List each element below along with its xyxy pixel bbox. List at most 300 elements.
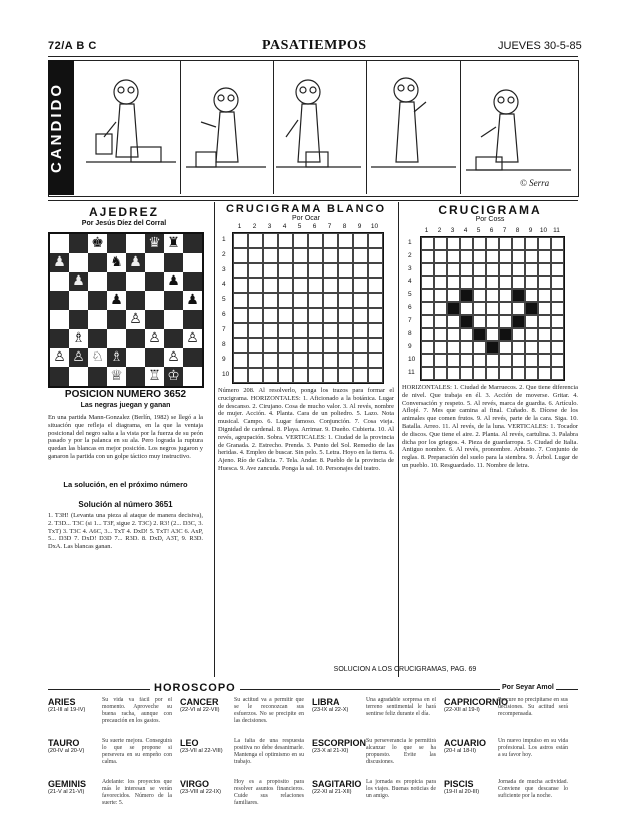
crossword-cell[interactable] <box>421 250 434 263</box>
chess-square <box>164 291 183 310</box>
crossword-cell[interactable] <box>525 289 538 302</box>
crossword-cell[interactable] <box>323 278 338 293</box>
sign-text: La jornada es propicia para los viajes. Buenas noticias de un amigo. <box>366 779 436 799</box>
crossword-cell[interactable] <box>538 328 551 341</box>
crossword-cell[interactable] <box>460 302 473 315</box>
crossword-cell[interactable] <box>486 354 499 367</box>
crossword-cell[interactable] <box>263 338 278 353</box>
sign-name: CAPRICORNIO <box>444 697 509 707</box>
crossword-cell[interactable] <box>460 315 473 328</box>
crossword-cell[interactable] <box>421 367 434 380</box>
crossword-cell[interactable] <box>233 278 248 293</box>
crossword-cell[interactable] <box>368 248 383 263</box>
crossword-cell[interactable] <box>551 328 564 341</box>
crossword-cell[interactable] <box>248 323 263 338</box>
crossword-cell[interactable] <box>248 308 263 323</box>
crossword-cell[interactable] <box>486 302 499 315</box>
crossword-cell[interactable] <box>525 250 538 263</box>
blanco-title: CRUCIGRAMA BLANCO <box>225 203 387 215</box>
horoscope-sign <box>180 779 306 818</box>
horoscope-sign <box>48 738 174 777</box>
crossword-cell[interactable] <box>434 341 447 354</box>
chess-square <box>107 310 126 329</box>
crossword-cell[interactable] <box>338 233 353 248</box>
crossword-cell[interactable] <box>293 338 308 353</box>
sign-name: SAGITARIO <box>312 779 362 789</box>
crossword-cell[interactable] <box>499 341 512 354</box>
crossword-cell[interactable] <box>263 353 278 368</box>
crossword-cell[interactable] <box>434 289 447 302</box>
crossword-cell[interactable] <box>248 368 263 383</box>
crossword-cell[interactable] <box>551 367 564 380</box>
crossword-cell[interactable] <box>486 289 499 302</box>
crossword-cell[interactable] <box>353 323 368 338</box>
chess-square <box>50 234 69 253</box>
crossword-cell[interactable] <box>512 315 525 328</box>
crossword-cell[interactable] <box>233 368 248 383</box>
horoscope-title: HOROSCOPO <box>150 682 240 694</box>
crossword-cell[interactable] <box>551 315 564 328</box>
crossword-cell[interactable] <box>263 233 278 248</box>
crossword-cell[interactable] <box>447 367 460 380</box>
crossword-cell[interactable] <box>368 263 383 278</box>
crossword-cell[interactable] <box>512 367 525 380</box>
crossword-cell[interactable] <box>233 323 248 338</box>
crossword-cell[interactable] <box>447 302 460 315</box>
grid-number: 5 <box>222 296 226 303</box>
crossword-cell[interactable] <box>278 368 293 383</box>
chess-square <box>183 234 202 253</box>
crossword-cell[interactable] <box>233 308 248 323</box>
crossword-cell[interactable] <box>323 368 338 383</box>
crossword-cell[interactable] <box>323 248 338 263</box>
grid-number: 5 <box>476 227 481 234</box>
crossword-cell[interactable] <box>434 250 447 263</box>
chess-square <box>164 253 183 272</box>
crossword-cell[interactable] <box>293 323 308 338</box>
crossword-cell[interactable] <box>293 293 308 308</box>
crossword-grid[interactable] <box>420 236 565 381</box>
crossword-cell[interactable] <box>538 302 551 315</box>
issue-date: JUEVES 30-5-85 <box>498 40 582 52</box>
crossword-cell[interactable] <box>338 293 353 308</box>
grid-number: 1 <box>237 223 242 230</box>
crossword-cell[interactable] <box>486 315 499 328</box>
sign-text: Su actitud va a permitir que se le reconozcan sus esfuerzos. No se precipite en las decisiones. <box>234 697 304 724</box>
crossword-cell[interactable] <box>248 338 263 353</box>
crossword-cell[interactable] <box>323 263 338 278</box>
crossword-cell[interactable] <box>263 278 278 293</box>
crossword-cell[interactable] <box>473 237 486 250</box>
crossword-cell[interactable] <box>323 293 338 308</box>
crossword-cell[interactable] <box>460 328 473 341</box>
crossword-cell[interactable] <box>447 263 460 276</box>
crossword-cell[interactable] <box>473 250 486 263</box>
sign-name: ARIES <box>48 697 76 707</box>
chess-square: ♟ <box>107 291 126 310</box>
blanco-crossword-grid[interactable] <box>232 232 384 384</box>
crossword-cell[interactable] <box>512 328 525 341</box>
crossword-cell[interactable] <box>486 328 499 341</box>
crossword-cell[interactable] <box>473 289 486 302</box>
crossword-cell[interactable] <box>525 263 538 276</box>
crossword-cell[interactable] <box>447 289 460 302</box>
crossword-cell[interactable] <box>486 341 499 354</box>
crossword-cell[interactable] <box>293 308 308 323</box>
crossword-cell[interactable] <box>525 237 538 250</box>
crossword-clues: HORIZONTALES: 1. Ciudad de Marruecos. 2. Que tiene diferencia de nivel. Que trabaja en él. 3. Acción de moverse. Gritar. 4. Conversación y respeto. 5. Al revés, marca de guardia. 6. Artículo. Aflojé. 7. Mes que camina al final. Cuñado. 8. Dícese de los animales que comen frutos. 9. Al revés, parte de la cara. Siga. 10. Batalla. Arreo. 11. Al revés, de la luna. VERTICALES: 1. Tocador de discos. Que tiene el aire. 2. Planta. Al revés, cartulina. 3. Palabra dicha por los griegos. 4. Pieza de guardarropa. 5. Ciudad de Italia. Antiguo nombre. 6. Al revés, pronombre. Arbusto. 7. Conjunto de reglas. 8. Preparación del suelo para la siembra. 9. Árbol. Lugar de un pueblo. 10. Resguardado. 11. Nombre de letra. <box>402 384 578 469</box>
crossword-cell[interactable] <box>512 302 525 315</box>
crossword-cell[interactable] <box>278 233 293 248</box>
crossword-cell[interactable] <box>460 289 473 302</box>
chess-square <box>145 310 164 329</box>
crossword-cell[interactable] <box>368 293 383 308</box>
crossword-cell[interactable] <box>278 353 293 368</box>
chess-prev-solution-title: Solución al número 3651 <box>78 500 173 509</box>
crossword-cell[interactable] <box>353 368 368 383</box>
crossword-cell[interactable] <box>499 354 512 367</box>
chess-square: ♗ <box>107 348 126 367</box>
sign-text: Jornada de mucha actividad. Conviene que descanse lo suficiente por la noche. <box>498 779 568 799</box>
crossword-cell[interactable] <box>308 368 323 383</box>
crossword-cell[interactable] <box>338 368 353 383</box>
crossword-cell[interactable] <box>551 250 564 263</box>
chess-square <box>50 272 69 291</box>
crossword-cell[interactable] <box>308 278 323 293</box>
crossword-cell[interactable] <box>278 338 293 353</box>
chess-square <box>107 272 126 291</box>
sign-dates: (21-III al 19-IV) <box>48 707 86 713</box>
crossword-cell[interactable] <box>512 341 525 354</box>
crossword-cell[interactable] <box>278 278 293 293</box>
crossword-cell[interactable] <box>308 308 323 323</box>
crossword-cell[interactable] <box>473 276 486 289</box>
crossword-cell[interactable] <box>263 368 278 383</box>
crossword-cell[interactable] <box>538 289 551 302</box>
crossword-cell[interactable] <box>323 233 338 248</box>
chess-square <box>126 291 145 310</box>
crossword-cell[interactable] <box>499 237 512 250</box>
crossword-cell[interactable] <box>538 250 551 263</box>
crossword-cell[interactable] <box>338 248 353 263</box>
crossword-cell[interactable] <box>538 276 551 289</box>
crossword-cell[interactable] <box>434 367 447 380</box>
crossword-cell[interactable] <box>233 233 248 248</box>
crossword-cell[interactable] <box>248 293 263 308</box>
crossword-cell[interactable] <box>233 338 248 353</box>
crossword-cell[interactable] <box>460 250 473 263</box>
crossword-cell[interactable] <box>512 237 525 250</box>
crossword-cell[interactable] <box>525 354 538 367</box>
chess-square <box>126 272 145 291</box>
grid-number: 9 <box>528 227 533 234</box>
crossword-cell[interactable] <box>338 278 353 293</box>
crossword-cell[interactable] <box>538 367 551 380</box>
horoscope-sign <box>444 738 570 777</box>
sign-name: CANCER <box>180 697 219 707</box>
chess-square: ♙ <box>183 329 202 348</box>
crossword-cell[interactable] <box>434 263 447 276</box>
crossword-cell[interactable] <box>460 354 473 367</box>
crossword-cell[interactable] <box>447 341 460 354</box>
horoscope-sign <box>312 779 438 818</box>
crossword-cell[interactable] <box>499 315 512 328</box>
crossword-cell[interactable] <box>323 323 338 338</box>
crossword-cell[interactable] <box>293 368 308 383</box>
crossword-cell[interactable] <box>538 354 551 367</box>
crossword-cell[interactable] <box>368 233 383 248</box>
crossword-cell[interactable] <box>353 278 368 293</box>
blanco-author: Por Ocar <box>291 215 320 222</box>
crossword-cell[interactable] <box>551 276 564 289</box>
crossword-cell[interactable] <box>434 354 447 367</box>
crossword-cell[interactable] <box>499 302 512 315</box>
grid-number: 8 <box>342 223 347 230</box>
crossword-cell[interactable] <box>278 323 293 338</box>
crossword-cell[interactable] <box>323 308 338 323</box>
crossword-cell[interactable] <box>525 367 538 380</box>
comic-signature: © Serra <box>520 178 550 188</box>
crossword-cell[interactable] <box>434 315 447 328</box>
crossword-cell[interactable] <box>460 276 473 289</box>
crossword-cell[interactable] <box>293 233 308 248</box>
crossword-cell[interactable] <box>538 237 551 250</box>
crossword-cell[interactable] <box>434 302 447 315</box>
crossword-cell[interactable] <box>368 278 383 293</box>
crossword-cell[interactable] <box>525 302 538 315</box>
crossword-cell[interactable] <box>248 263 263 278</box>
sign-dates: (23-VII al 22-VIII) <box>180 748 223 754</box>
crossword-cell[interactable] <box>473 315 486 328</box>
crossword-cell[interactable] <box>499 263 512 276</box>
crossword-cell[interactable] <box>434 328 447 341</box>
crossword-cell[interactable] <box>263 293 278 308</box>
crossword-cell[interactable] <box>512 263 525 276</box>
horoscope-sign <box>312 697 438 736</box>
crossword-cell[interactable] <box>293 263 308 278</box>
crossword-cell[interactable] <box>338 353 353 368</box>
crossword-cell[interactable] <box>499 276 512 289</box>
chess-square <box>183 310 202 329</box>
crossword-cell[interactable] <box>512 289 525 302</box>
chess-square <box>107 234 126 253</box>
crossword-cell[interactable] <box>447 315 460 328</box>
grid-number: 5 <box>408 291 412 298</box>
crossword-cell[interactable] <box>368 338 383 353</box>
crossword-cell[interactable] <box>421 328 434 341</box>
crossword-cell[interactable] <box>447 237 460 250</box>
grid-number: 6 <box>489 227 494 234</box>
grid-number: 4 <box>463 227 468 234</box>
chess-square <box>126 348 145 367</box>
crossword-cell[interactable] <box>293 278 308 293</box>
header-rule <box>48 56 578 57</box>
crossword-cell[interactable] <box>551 263 564 276</box>
crossword-cell[interactable] <box>512 250 525 263</box>
crossword-cell[interactable] <box>293 353 308 368</box>
crossword-cell[interactable] <box>499 250 512 263</box>
crossword-cell[interactable] <box>447 354 460 367</box>
chess-square: ♘ <box>88 348 107 367</box>
crossword-cell[interactable] <box>353 263 368 278</box>
crossword-cell[interactable] <box>308 353 323 368</box>
crossword-cell[interactable] <box>421 263 434 276</box>
comic-title: CANDIDO <box>48 60 74 195</box>
crossword-cell[interactable] <box>538 315 551 328</box>
crossword-cell[interactable] <box>338 308 353 323</box>
grid-number: 1 <box>408 239 412 246</box>
crossword-cell[interactable] <box>278 263 293 278</box>
crossword-cell[interactable] <box>233 353 248 368</box>
crossword-cell[interactable] <box>278 248 293 263</box>
crossword-cell[interactable] <box>434 237 447 250</box>
crossword-cell[interactable] <box>447 276 460 289</box>
sign-dates: (20-I al 18-II) <box>444 748 477 754</box>
crossword-cell[interactable] <box>353 308 368 323</box>
crossword-cell[interactable] <box>538 341 551 354</box>
chess-title: AJEDREZ <box>88 205 159 219</box>
chess-square <box>69 291 88 310</box>
crossword-cell[interactable] <box>538 263 551 276</box>
crossword-cell[interactable] <box>499 367 512 380</box>
crossword-cell[interactable] <box>473 302 486 315</box>
sign-name: ACUARIO <box>444 738 486 748</box>
crossword-cell[interactable] <box>447 328 460 341</box>
sign-name: VIRGO <box>180 779 210 789</box>
crossword-cell[interactable] <box>353 233 368 248</box>
crossword-cell[interactable] <box>421 315 434 328</box>
crossword-cell[interactable] <box>338 338 353 353</box>
crossword-cell[interactable] <box>233 293 248 308</box>
crossword-cell[interactable] <box>323 353 338 368</box>
horoscope-sign <box>48 697 174 736</box>
crossword-cell[interactable] <box>248 353 263 368</box>
crossword-cell[interactable] <box>368 308 383 323</box>
crossword-cell[interactable] <box>473 263 486 276</box>
crossword-cell[interactable] <box>248 248 263 263</box>
crossword-cell[interactable] <box>278 293 293 308</box>
crossword-cell[interactable] <box>486 263 499 276</box>
crossword-cell[interactable] <box>551 237 564 250</box>
crossword-cell[interactable] <box>460 341 473 354</box>
crossword-cell[interactable] <box>421 276 434 289</box>
chess-square: ♖ <box>145 367 164 386</box>
crossword-cell[interactable] <box>368 323 383 338</box>
crossword-cell[interactable] <box>248 278 263 293</box>
sign-dates: (23-VIII al 22-IX) <box>180 789 222 795</box>
crossword-cell[interactable] <box>278 308 293 323</box>
crossword-cell[interactable] <box>421 354 434 367</box>
chess-position-title: POSICION NUMERO 3652 <box>64 389 187 400</box>
crossword-cell[interactable] <box>499 328 512 341</box>
crossword-cell[interactable] <box>308 233 323 248</box>
crossword-cell[interactable] <box>525 328 538 341</box>
crossword-cell[interactable] <box>263 263 278 278</box>
crossword-cell[interactable] <box>308 323 323 338</box>
grid-number: 9 <box>357 223 362 230</box>
crossword-cell[interactable] <box>486 367 499 380</box>
chess-square <box>145 348 164 367</box>
crossword-cell[interactable] <box>353 353 368 368</box>
crossword-cell[interactable] <box>551 302 564 315</box>
crossword-cell[interactable] <box>551 354 564 367</box>
sign-text: Su vida va fácil por el momento. Aproveche su buena racha, aunque con precaución en los gastos. <box>102 697 172 724</box>
crossword-cell[interactable] <box>263 308 278 323</box>
chess-square <box>69 234 88 253</box>
sign-name: PISCIS <box>444 779 474 789</box>
page-header <box>0 38 620 56</box>
crossword-cell[interactable] <box>473 328 486 341</box>
chess-square: ♙ <box>145 329 164 348</box>
chess-square <box>164 329 183 348</box>
crossword-cell[interactable] <box>353 293 368 308</box>
section-rule <box>48 200 578 201</box>
crossword-cell[interactable] <box>447 250 460 263</box>
crossword-cell[interactable] <box>512 276 525 289</box>
crossword-cell[interactable] <box>368 353 383 368</box>
crossword-cell[interactable] <box>525 276 538 289</box>
crossword-cell[interactable] <box>473 354 486 367</box>
comic-illustration <box>76 62 576 193</box>
crossword-cell[interactable] <box>551 341 564 354</box>
grid-number: 7 <box>327 223 332 230</box>
crossword-cell[interactable] <box>525 315 538 328</box>
crossword-cell[interactable] <box>248 233 263 248</box>
crossword-cell[interactable] <box>308 248 323 263</box>
crossword-cell[interactable] <box>308 338 323 353</box>
crossword-cell[interactable] <box>499 289 512 302</box>
chess-square: ♟ <box>126 253 145 272</box>
crossword-cell[interactable] <box>338 263 353 278</box>
crossword-cell[interactable] <box>460 367 473 380</box>
crossword-cell[interactable] <box>263 248 278 263</box>
crossword-cell[interactable] <box>353 338 368 353</box>
crossword-cell[interactable] <box>525 341 538 354</box>
blanco-column-numbers <box>232 223 382 231</box>
grid-number: 1 <box>424 227 429 234</box>
crossword-cell[interactable] <box>551 289 564 302</box>
crossword-cell[interactable] <box>293 248 308 263</box>
crossword-cell[interactable] <box>323 338 338 353</box>
crossword-cell[interactable] <box>353 248 368 263</box>
crossword-cell[interactable] <box>486 237 499 250</box>
crossword-cell[interactable] <box>421 341 434 354</box>
chess-instruction: Las negras juegan y ganan <box>80 402 171 409</box>
crossword-cell[interactable] <box>263 323 278 338</box>
crossword-cell[interactable] <box>233 263 248 278</box>
grid-number: 10 <box>222 371 230 378</box>
crossword-cell[interactable] <box>421 302 434 315</box>
crossword-cell[interactable] <box>460 263 473 276</box>
crossword-cell[interactable] <box>421 289 434 302</box>
crossword-cell[interactable] <box>473 341 486 354</box>
crossword-cell[interactable] <box>368 368 383 383</box>
sign-name: LEO <box>180 738 199 748</box>
crossword-cell[interactable] <box>486 276 499 289</box>
crossword-cell[interactable] <box>486 250 499 263</box>
crossword-cell[interactable] <box>308 293 323 308</box>
crossword-cell[interactable] <box>460 237 473 250</box>
crossword-cell[interactable] <box>421 237 434 250</box>
sign-dates: (22-XII al 19-I) <box>444 707 480 713</box>
crossword-cell[interactable] <box>338 323 353 338</box>
crossword-cell[interactable] <box>233 248 248 263</box>
crossword-cell[interactable] <box>308 263 323 278</box>
crossword-cell[interactable] <box>473 367 486 380</box>
crossword-cell[interactable] <box>434 276 447 289</box>
crossword-cell[interactable] <box>512 354 525 367</box>
grid-number: 6 <box>312 223 317 230</box>
